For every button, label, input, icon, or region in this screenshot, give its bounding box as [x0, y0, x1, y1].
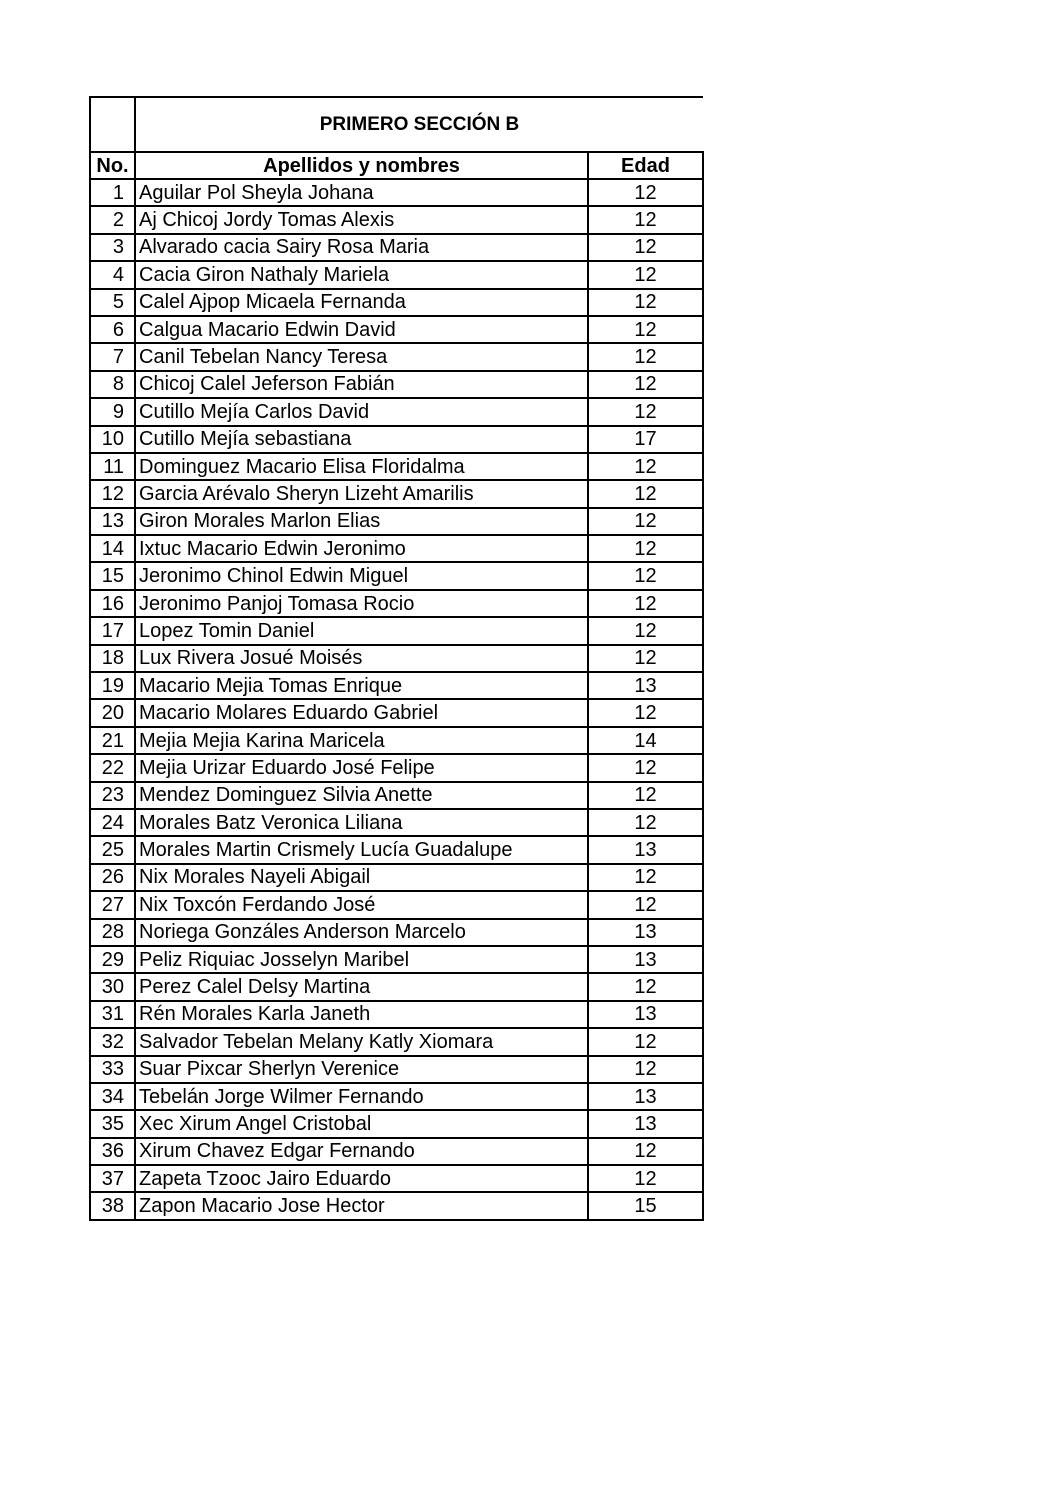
- student-name: Cutillo Mejía Carlos David: [135, 398, 588, 425]
- row-number: 17: [90, 617, 135, 644]
- row-number: 26: [90, 864, 135, 891]
- row-number: 32: [90, 1028, 135, 1055]
- row-number: 9: [90, 398, 135, 425]
- student-age: 12: [588, 343, 703, 370]
- student-age: 17: [588, 426, 703, 453]
- student-name: Calgua Macario Edwin David: [135, 316, 588, 343]
- title-blank-cell: [90, 97, 135, 152]
- row-number: 21: [90, 727, 135, 754]
- row-number: 22: [90, 754, 135, 781]
- table-row: [90, 234, 703, 261]
- row-number: 29: [90, 946, 135, 973]
- table-row: [90, 508, 703, 535]
- table-row: [90, 891, 703, 918]
- student-name: Jeronimo Chinol Edwin Miguel: [135, 562, 588, 589]
- row-number: 6: [90, 316, 135, 343]
- table-row: [90, 1110, 703, 1137]
- student-name: Canil Tebelan Nancy Teresa: [135, 343, 588, 370]
- table-row: [90, 782, 703, 809]
- table-row: [90, 1083, 703, 1110]
- student-name: Calel Ajpop Micaela Fernanda: [135, 289, 588, 316]
- student-age: 13: [588, 1110, 703, 1137]
- table-row: [90, 1056, 703, 1083]
- table-row: [90, 289, 703, 316]
- student-name: Suar Pixcar Sherlyn Verenice: [135, 1056, 588, 1083]
- student-age: 12: [588, 699, 703, 726]
- student-age: 12: [588, 1138, 703, 1165]
- student-name: Cutillo Mejía sebastiana: [135, 426, 588, 453]
- student-name: Garcia Arévalo Sheryn Lizeht Amarilis: [135, 480, 588, 507]
- student-age: 12: [588, 590, 703, 617]
- row-number: 10: [90, 426, 135, 453]
- student-name: Zapeta Tzooc Jairo Eduardo: [135, 1165, 588, 1192]
- table-row: [90, 973, 703, 1000]
- student-name: Cacia Giron Nathaly Mariela: [135, 261, 588, 288]
- row-number: 18: [90, 645, 135, 672]
- row-number: 38: [90, 1192, 135, 1219]
- table-row: [90, 754, 703, 781]
- row-number: 31: [90, 1001, 135, 1028]
- student-age: 12: [588, 535, 703, 562]
- student-name: Peliz Riquiac Josselyn Maribel: [135, 946, 588, 973]
- row-number: 19: [90, 672, 135, 699]
- student-age: 12: [588, 453, 703, 480]
- row-number: 30: [90, 973, 135, 1000]
- row-number: 3: [90, 234, 135, 261]
- student-age: 13: [588, 836, 703, 863]
- student-age: 12: [588, 1056, 703, 1083]
- row-number: 5: [90, 289, 135, 316]
- student-name: Nix Toxcón Ferdando José: [135, 891, 588, 918]
- table-row: [90, 919, 703, 946]
- table-row: [90, 1138, 703, 1165]
- table-row: [90, 480, 703, 507]
- student-name: Alvarado cacia Sairy Rosa Maria: [135, 234, 588, 261]
- row-number: 36: [90, 1138, 135, 1165]
- table-row: [90, 809, 703, 836]
- table-row: [90, 836, 703, 863]
- student-name: Mendez Dominguez Silvia Anette: [135, 782, 588, 809]
- table-row: [90, 1001, 703, 1028]
- table-row: [90, 371, 703, 398]
- student-name: Mejia Urizar Eduardo José Felipe: [135, 754, 588, 781]
- student-age: 12: [588, 179, 703, 206]
- table-title: PRIMERO SECCIÓN B: [135, 97, 703, 152]
- table-row: [90, 1192, 703, 1219]
- row-number: 13: [90, 508, 135, 535]
- student-age: 12: [588, 973, 703, 1000]
- student-age: 15: [588, 1192, 703, 1219]
- row-number: 4: [90, 261, 135, 288]
- student-age: 12: [588, 1165, 703, 1192]
- student-name: Aguilar Pol Sheyla Johana: [135, 179, 588, 206]
- student-name: Jeronimo Panjoj Tomasa Rocio: [135, 590, 588, 617]
- student-name: Macario Mejia Tomas Enrique: [135, 672, 588, 699]
- student-age: 12: [588, 645, 703, 672]
- student-name: Tebelán Jorge Wilmer Fernando: [135, 1083, 588, 1110]
- header-age: Edad: [588, 152, 703, 179]
- student-name: Lopez Tomin Daniel: [135, 617, 588, 644]
- row-number: 15: [90, 562, 135, 589]
- student-age: 12: [588, 864, 703, 891]
- row-number: 7: [90, 343, 135, 370]
- table-row: [90, 864, 703, 891]
- student-age: 12: [588, 562, 703, 589]
- student-age: 12: [588, 891, 703, 918]
- student-name: Noriega Gonzáles Anderson Marcelo: [135, 919, 588, 946]
- row-number: 37: [90, 1165, 135, 1192]
- student-age: 13: [588, 672, 703, 699]
- row-number: 34: [90, 1083, 135, 1110]
- table-row: [90, 426, 703, 453]
- student-age: 12: [588, 508, 703, 535]
- row-number: 12: [90, 480, 135, 507]
- student-age: 12: [588, 1028, 703, 1055]
- row-number: 33: [90, 1056, 135, 1083]
- table-row: [90, 699, 703, 726]
- table-row: [90, 179, 703, 206]
- student-age: 12: [588, 316, 703, 343]
- row-number: 8: [90, 371, 135, 398]
- row-number: 16: [90, 590, 135, 617]
- student-age: 12: [588, 809, 703, 836]
- student-age: 13: [588, 919, 703, 946]
- header-no: No.: [90, 152, 135, 179]
- student-name: Aj Chicoj Jordy Tomas Alexis: [135, 206, 588, 233]
- table-row: [90, 343, 703, 370]
- student-name: Perez Calel Delsy Martina: [135, 973, 588, 1000]
- table-row: [90, 1028, 703, 1055]
- student-age: 14: [588, 727, 703, 754]
- table-row: [90, 946, 703, 973]
- student-name: Salvador Tebelan Melany Katly Xiomara: [135, 1028, 588, 1055]
- student-name: Dominguez Macario Elisa Floridalma: [135, 453, 588, 480]
- table-row: [90, 1165, 703, 1192]
- student-age: 12: [588, 261, 703, 288]
- row-number: 25: [90, 836, 135, 863]
- row-number: 1: [90, 179, 135, 206]
- student-name: Macario Molares Eduardo Gabriel: [135, 699, 588, 726]
- student-name: Ixtuc Macario Edwin Jeronimo: [135, 535, 588, 562]
- student-roster-table: [89, 96, 704, 1221]
- table-row: [90, 672, 703, 699]
- student-age: 13: [588, 1001, 703, 1028]
- student-age: 12: [588, 782, 703, 809]
- table-row: [90, 645, 703, 672]
- student-name: Morales Batz Veronica Liliana: [135, 809, 588, 836]
- student-name: Rén Morales Karla Janeth: [135, 1001, 588, 1028]
- row-number: 27: [90, 891, 135, 918]
- student-name: Nix Morales Nayeli Abigail: [135, 864, 588, 891]
- header-row: [90, 152, 703, 179]
- table-row: [90, 398, 703, 425]
- table-row: [90, 453, 703, 480]
- student-name: Xirum Chavez Edgar Fernando: [135, 1138, 588, 1165]
- roster-body: [90, 179, 703, 1220]
- student-name: Giron Morales Marlon Elias: [135, 508, 588, 535]
- header-name: Apellidos y nombres: [135, 152, 588, 179]
- table-row: [90, 261, 703, 288]
- row-number: 20: [90, 699, 135, 726]
- table-row: [90, 316, 703, 343]
- title-row: [90, 97, 703, 152]
- student-name: Mejia Mejia Karina Maricela: [135, 727, 588, 754]
- table-row: [90, 562, 703, 589]
- table-row: [90, 535, 703, 562]
- student-age: 12: [588, 206, 703, 233]
- student-age: 12: [588, 234, 703, 261]
- table-row: [90, 590, 703, 617]
- student-age: 12: [588, 371, 703, 398]
- student-age: 12: [588, 480, 703, 507]
- student-age: 13: [588, 1083, 703, 1110]
- student-age: 12: [588, 289, 703, 316]
- table-row: [90, 206, 703, 233]
- table-row: [90, 617, 703, 644]
- student-name: Morales Martin Crismely Lucía Guadalupe: [135, 836, 588, 863]
- student-name: Xec Xirum Angel Cristobal: [135, 1110, 588, 1137]
- student-age: 12: [588, 754, 703, 781]
- student-age: 12: [588, 617, 703, 644]
- row-number: 35: [90, 1110, 135, 1137]
- row-number: 28: [90, 919, 135, 946]
- student-age: 13: [588, 946, 703, 973]
- student-age: 12: [588, 398, 703, 425]
- student-name: Lux Rivera Josué Moisés: [135, 645, 588, 672]
- row-number: 23: [90, 782, 135, 809]
- student-name: Chicoj Calel Jeferson Fabián: [135, 371, 588, 398]
- row-number: 2: [90, 206, 135, 233]
- table-row: [90, 727, 703, 754]
- student-name: Zapon Macario Jose Hector: [135, 1192, 588, 1219]
- row-number: 24: [90, 809, 135, 836]
- row-number: 14: [90, 535, 135, 562]
- row-number: 11: [90, 453, 135, 480]
